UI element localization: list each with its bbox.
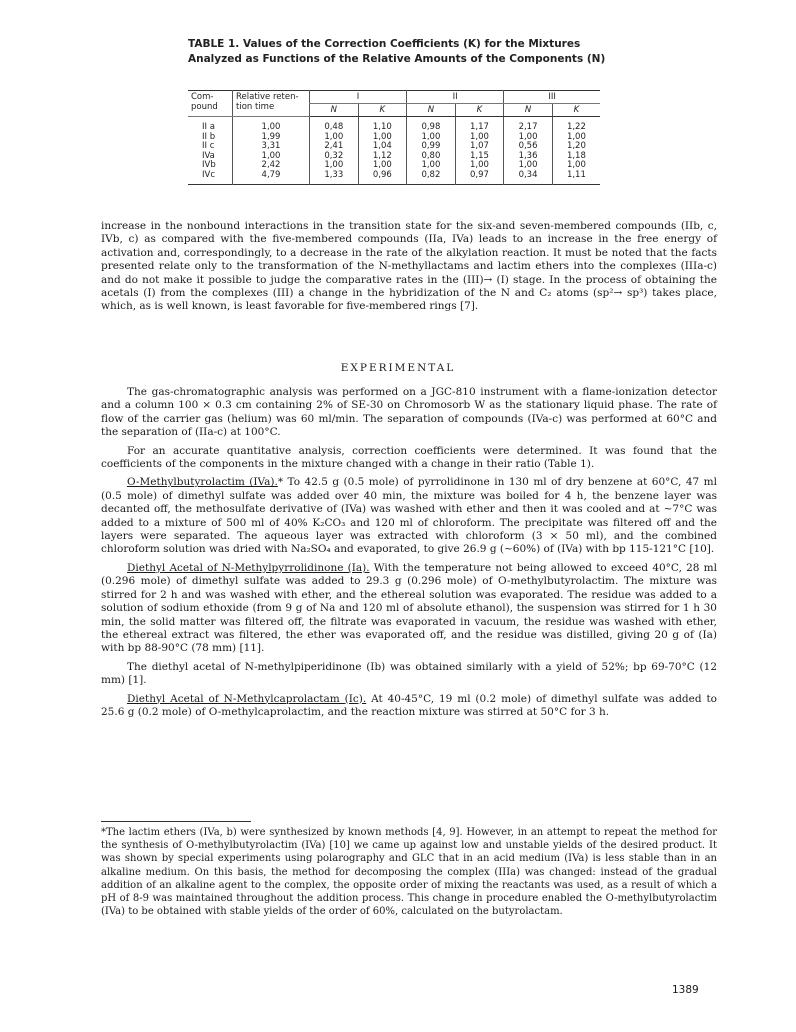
cell-retention: 2,42 [233, 161, 310, 171]
cell-n1: 1,33 [310, 171, 359, 184]
cell-k1: 0,96 [358, 171, 407, 184]
cell-n2: 0,99 [407, 142, 456, 152]
cell-n3: 1,36 [504, 152, 553, 162]
header-n: N [310, 104, 359, 117]
section-heading: EXPERIMENTAL [340, 362, 456, 374]
cell-n3: 0,34 [504, 171, 553, 184]
header-k: K [358, 104, 407, 117]
cell-k2: 1,15 [455, 152, 504, 162]
table-row [188, 117, 600, 133]
experimental-paragraph: The diethyl acetal of N-methylpiperidinone (Ib) was obtained similarly with a yield of 52%; bp 69-70°C (12 mm) [1]. [101, 660, 717, 687]
experimental-block [101, 386, 717, 724]
cell-n2: 1,00 [407, 133, 456, 143]
header-k: K [552, 104, 600, 117]
cell-compound: II b [202, 131, 216, 142]
procedure-title: Diethyl Acetal of N-Methylcaprolactam (Ic). [127, 692, 367, 705]
header-compound: Com- pound [188, 91, 233, 117]
cell-n2: 0,82 [407, 171, 456, 184]
cell-n3: 1,00 [504, 133, 553, 143]
cell-n2: 0,98 [407, 117, 456, 133]
cell-n1: 1,00 [310, 161, 359, 171]
experimental-paragraph: For an accurate quantitative analysis, correction coefficients were determined. It was found that the coefficients of the components in the mixture changed with a change in their ratio (Table 1). [101, 444, 717, 471]
coefficients-table [188, 90, 600, 185]
cell-n3: 2,17 [504, 117, 553, 133]
cell-k3: 1,00 [552, 133, 600, 143]
table-row [188, 161, 600, 171]
cell-retention: 4,79 [233, 171, 310, 184]
cell-retention: 1,00 [233, 152, 310, 162]
experimental-paragraph [101, 476, 717, 556]
cell-k1: 1,12 [358, 152, 407, 162]
cell-n3: 1,00 [504, 161, 553, 171]
header-group-1: I [310, 91, 407, 104]
cell-k2: 1,07 [455, 142, 504, 152]
experimental-paragraph: The gas-chromatographic analysis was performed on a JGC-810 instrument with a flame-ionization detector and a column 100 × 0.3 cm containing 2% of SE-30 on Chromosorb W as the stationary liquid phase. The rate of flow of the carrier gas (helium) was 60 ml/min. The separation of compounds (IVa-c) was performed at 60°C and the separation of (IIa-c) at 100°C. [101, 386, 717, 439]
footnote-divider [101, 821, 251, 822]
cell-k3: 1,00 [552, 161, 600, 171]
intro-block [101, 220, 717, 319]
cell-k1: 1,04 [358, 142, 407, 152]
intro-paragraph: increase in the nonbound interactions in the transition state for the six-and seven-membered compounds (IIb, c, IVb, c) as compared with the five-membered compounds (IIa, IVa) leads to an increase in the free energy of activation and, correspondingly, to a decrease in the rate of the alkylation reaction. It must be noted that the facts presented relate only to the transformation of the N-methyllactams and lactim ethers into the complexes (IIIa-c) and do not make it possible to judge the comparative rates in the (III)→ (I) stage. In the process of obtaining the acetals (I) from the complexes (III) a change in the hybridization of the N and C₂ atoms (sp²→ sp³) takes place, which, as is well known, is least favorable for five-membered rings [7]. [101, 220, 717, 313]
header-k: K [455, 104, 504, 117]
cell-k2: 1,17 [455, 117, 504, 133]
cell-k2: 0,97 [455, 171, 504, 184]
procedure-text: At 40-45°C, 19 ml (0.2 mole) of dimethyl sulfate was added to 25.6 g (0.2 mole) of O-methylcaprolactim, and the reaction mixture was stirred at 50°C for 3 h. [101, 692, 717, 718]
cell-k2: 1,00 [455, 161, 504, 171]
cell-k1: 1,00 [358, 133, 407, 143]
cell-k1: 1,10 [358, 117, 407, 133]
cell-compound: IVc [202, 169, 215, 180]
cell-k3: 1,22 [552, 117, 600, 133]
header-retention: Relative reten- tion time [233, 91, 310, 117]
experimental-paragraph [101, 693, 717, 720]
header-group-2: II [407, 91, 504, 104]
procedure-text: With the temperature not being allowed to exceed 40°C, 28 ml (0.296 mole) of dimethyl sulfate was added to 29.3 g (0.296 mole) of O-methylbutyrolactim. The mixture was stirred for 2 h and was washed with ether, and the ethereal solution was evaporated. The residue was added to a solution of sodium ethoxide (from 9 g of Na and 120 ml of absolute ethanol), the suspension was stirred for 1 h 30 min, the solid matter was filtered off, the filtrate was evaporated in vacuum, the residue was washed with ether, the ethereal extract was filtered, the ether was evaporated off, and the residue was distilled, giving 20 g of (Ia) with bp 88-90°C (78 mm) [11]. [101, 561, 717, 655]
procedure-title: O-Methylbutyrolactim (IVa). [127, 476, 278, 489]
cell-compound: II c [202, 141, 215, 152]
table-row [188, 142, 600, 152]
cell-retention: 1,99 [233, 133, 310, 143]
table-row [188, 133, 600, 143]
header-n: N [504, 104, 553, 117]
cell-n1: 0,48 [310, 117, 359, 133]
cell-compound: IVa [202, 150, 215, 161]
page-number: 1389 [672, 984, 699, 996]
cell-retention: 1,00 [233, 117, 310, 133]
cell-n2: 1,00 [407, 161, 456, 171]
cell-compound: IVb [202, 160, 216, 171]
header-n: N [407, 104, 456, 117]
table-caption: TABLE 1. Values of the Correction Coefficients (K) for the Mixtures Analyzed as Functions of the Relative Amounts of the Components (N) [188, 38, 606, 65]
experimental-paragraph [101, 562, 717, 656]
cell-k2: 1,00 [455, 133, 504, 143]
cell-n1: 2,41 [310, 142, 359, 152]
cell-k3: 1,11 [552, 171, 600, 184]
table-row [188, 171, 600, 184]
header-group-3: III [504, 91, 600, 104]
table-row [188, 152, 600, 162]
cell-n1: 1,00 [310, 133, 359, 143]
cell-n2: 0,80 [407, 152, 456, 162]
procedure-title: Diethyl Acetal of N-Methylpyrrolidinone (Ia). [127, 561, 370, 574]
cell-compound: II a [202, 122, 215, 132]
cell-n1: 0,32 [310, 152, 359, 162]
procedure-text: * To 42.5 g (0.5 mole) of pyrrolidinone in 130 ml of dry benzene at 60°C, 47 ml (0.5 mole) of dimethyl sulfate was added over 40 min, the mixture was boiled for 4 h, the benzene layer was decanted off, the methosulfate derivative of (IVa) was washed with ether and then it was cooled and at ~7°C was added to a mixture of 500 ml of 40% K₂CO₃ and 120 ml of chloroform. The precipitate was filtered off and the layers were separated. The aqueous layer was extracted with chloroform (3 × 50 ml), and the combined chloroform solution was dried with Na₂SO₄ and evaporated, to give 26.9 g (~60%) of (IVa) with bp 115-121°C [10]. [101, 476, 717, 556]
cell-n3: 0,56 [504, 142, 553, 152]
cell-k1: 1,00 [358, 161, 407, 171]
cell-retention: 3,31 [233, 142, 310, 152]
cell-k3: 1,20 [552, 142, 600, 152]
cell-k3: 1,18 [552, 152, 600, 162]
footnote: *The lactim ethers (IVa, b) were synthesized by known methods [4, 9]. However, in an attempt to repeat the method for the synthesis of O-methylbutyrolactim (IVa) [10] we came up against low and unstable yields of the desired product. It was shown by special experiments using polarography and GLC that in an acid medium (IVa) is less stable than in an alkaline medium. On this basis, the method for decomposing the complex (IIIa) was changed: instead of the gradual addition of an alkaline agent to the complex, the opposite order of mixing the reactants was used, as a result of which a pH of 8-9 was maintained throughout the addition process. This change in procedure enabled the O-methylbutyrolactim (IVa) to be obtained with stable yields of the order of 60%, calculated on the butyrolactam. [101, 827, 717, 918]
